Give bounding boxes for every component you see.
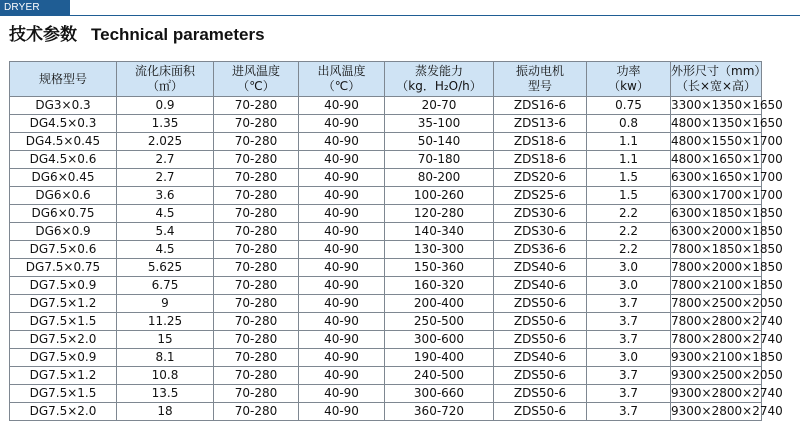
- cell-bed-area: 4.5: [117, 241, 214, 259]
- cell-inlet-temp: 70-280: [214, 385, 299, 403]
- table-row: [10, 403, 762, 421]
- table-row: [10, 313, 762, 331]
- cell-inlet-temp: 70-280: [214, 241, 299, 259]
- cell-evaporation: 20-70: [385, 97, 494, 115]
- cell-dimensions: 9300×2500×2050: [671, 367, 762, 385]
- cell-power: 0.75: [587, 97, 671, 115]
- cell-bed-area: 6.75: [117, 277, 214, 295]
- table-row: [10, 187, 762, 205]
- cell-outlet-temp: 40-90: [299, 367, 385, 385]
- cell-inlet-temp: 70-280: [214, 115, 299, 133]
- page-title: [9, 20, 265, 44]
- cell-outlet-temp: 40-90: [299, 277, 385, 295]
- cell-outlet-temp: 40-90: [299, 349, 385, 367]
- table-row: [10, 331, 762, 349]
- table-row: [10, 205, 762, 223]
- cell-model: DG7.5×1.5: [10, 385, 117, 403]
- cell-outlet-temp: 40-90: [299, 151, 385, 169]
- cell-outlet-temp: 40-90: [299, 403, 385, 421]
- table-row: [10, 295, 762, 313]
- title-en: Technical parameters: [91, 25, 265, 44]
- cell-motor: ZDS13-6: [494, 115, 587, 133]
- cell-power: 2.2: [587, 241, 671, 259]
- cell-model: DG4.5×0.45: [10, 133, 117, 151]
- cell-outlet-temp: 40-90: [299, 241, 385, 259]
- cell-model: DG3×0.3: [10, 97, 117, 115]
- cell-dimensions: 4800×1350×1650: [671, 115, 762, 133]
- cell-power: 2.2: [587, 205, 671, 223]
- cell-motor: ZDS20-6: [494, 169, 587, 187]
- cell-outlet-temp: 40-90: [299, 295, 385, 313]
- cell-bed-area: 11.25: [117, 313, 214, 331]
- cell-dimensions: 7800×2800×2740: [671, 331, 762, 349]
- col-header-bed-area: 流化床面积 （㎡）: [117, 62, 214, 97]
- cell-motor: ZDS40-6: [494, 259, 587, 277]
- cell-outlet-temp: 40-90: [299, 259, 385, 277]
- cell-evaporation: 100-260: [385, 187, 494, 205]
- cell-bed-area: 10.8: [117, 367, 214, 385]
- cell-bed-area: 15: [117, 331, 214, 349]
- cell-motor: ZDS30-6: [494, 223, 587, 241]
- cell-power: 3.0: [587, 259, 671, 277]
- cell-motor: ZDS50-6: [494, 295, 587, 313]
- cell-inlet-temp: 70-280: [214, 151, 299, 169]
- col-header-motor: 振动电机 型号: [494, 62, 587, 97]
- cell-power: 3.0: [587, 277, 671, 295]
- table-row: [10, 97, 762, 115]
- table-row: [10, 151, 762, 169]
- cell-motor: ZDS50-6: [494, 367, 587, 385]
- cell-inlet-temp: 70-280: [214, 223, 299, 241]
- cell-outlet-temp: 40-90: [299, 313, 385, 331]
- cell-motor: ZDS50-6: [494, 331, 587, 349]
- cell-inlet-temp: 70-280: [214, 277, 299, 295]
- cell-model: DG7.5×1.5: [10, 313, 117, 331]
- cell-evaporation: 80-200: [385, 169, 494, 187]
- cell-outlet-temp: 40-90: [299, 385, 385, 403]
- cell-bed-area: 4.5: [117, 205, 214, 223]
- cell-evaporation: 160-320: [385, 277, 494, 295]
- cell-motor: ZDS30-6: [494, 205, 587, 223]
- cell-dimensions: 6300×1650×1700: [671, 169, 762, 187]
- cell-dimensions: 4800×1550×1700: [671, 133, 762, 151]
- cell-dimensions: 6300×1700×1700: [671, 187, 762, 205]
- cell-bed-area: 2.7: [117, 151, 214, 169]
- cell-inlet-temp: 70-280: [214, 169, 299, 187]
- cell-outlet-temp: 40-90: [299, 223, 385, 241]
- cell-outlet-temp: 40-90: [299, 331, 385, 349]
- cell-inlet-temp: 70-280: [214, 97, 299, 115]
- cell-outlet-temp: 40-90: [299, 133, 385, 151]
- cell-power: 1.1: [587, 133, 671, 151]
- cell-bed-area: 2.7: [117, 169, 214, 187]
- cell-outlet-temp: 40-90: [299, 205, 385, 223]
- cell-dimensions: 7800×2500×2050: [671, 295, 762, 313]
- col-header-power: 功率 （kw）: [587, 62, 671, 97]
- cell-evaporation: 360-720: [385, 403, 494, 421]
- cell-power: 3.7: [587, 295, 671, 313]
- cell-dimensions: 6300×2000×1850: [671, 223, 762, 241]
- cell-outlet-temp: 40-90: [299, 97, 385, 115]
- cell-dimensions: 3300×1350×1650: [671, 97, 762, 115]
- cell-motor: ZDS25-6: [494, 187, 587, 205]
- cell-evaporation: 300-660: [385, 385, 494, 403]
- cell-bed-area: 5.625: [117, 259, 214, 277]
- cell-dimensions: 9300×2100×1850: [671, 349, 762, 367]
- cell-power: 3.7: [587, 367, 671, 385]
- title-zh: 技术参数: [9, 25, 77, 45]
- cell-evaporation: 140-340: [385, 223, 494, 241]
- table-body: [10, 97, 783, 421]
- cell-bed-area: 2.025: [117, 133, 214, 151]
- cell-model: DG7.5×1.2: [10, 295, 117, 313]
- cell-model: DG4.5×0.6: [10, 151, 117, 169]
- cell-dimensions: 6300×1850×1850: [671, 205, 762, 223]
- cell-power: 1.1: [587, 151, 671, 169]
- cell-evaporation: 150-360: [385, 259, 494, 277]
- table-row: [10, 277, 762, 295]
- cell-bed-area: 5.4: [117, 223, 214, 241]
- cell-model: DG4.5×0.3: [10, 115, 117, 133]
- cell-inlet-temp: 70-280: [214, 205, 299, 223]
- table-row: [10, 169, 762, 187]
- table-row: [10, 241, 762, 259]
- cell-dimensions: 7800×2100×1850: [671, 277, 762, 295]
- table-row: [10, 133, 762, 151]
- cell-evaporation: 250-500: [385, 313, 494, 331]
- cell-bed-area: 3.6: [117, 187, 214, 205]
- cell-model: DG6×0.9: [10, 223, 117, 241]
- cell-bed-area: 0.9: [117, 97, 214, 115]
- cell-motor: ZDS50-6: [494, 385, 587, 403]
- cell-model: DG7.5×2.0: [10, 331, 117, 349]
- cell-power: 3.7: [587, 331, 671, 349]
- cell-power: 3.7: [587, 313, 671, 331]
- cell-model: DG6×0.6: [10, 187, 117, 205]
- cell-evaporation: 190-400: [385, 349, 494, 367]
- cell-outlet-temp: 40-90: [299, 169, 385, 187]
- cell-model: DG6×0.75: [10, 205, 117, 223]
- cell-motor: ZDS18-6: [494, 133, 587, 151]
- cell-motor: ZDS18-6: [494, 151, 587, 169]
- col-header-outlet-temp: 出风温度 （℃）: [299, 62, 385, 97]
- parameters-table: [9, 61, 783, 421]
- table-row: [10, 385, 762, 403]
- cell-bed-area: 8.1: [117, 349, 214, 367]
- cell-bed-area: 9: [117, 295, 214, 313]
- cell-dimensions: 9300×2800×2740: [671, 403, 762, 421]
- cell-model: DG6×0.45: [10, 169, 117, 187]
- cell-model: DG7.5×2.0: [10, 403, 117, 421]
- col-header-inlet-temp: 进风温度 （℃）: [214, 62, 299, 97]
- cell-motor: ZDS50-6: [494, 313, 587, 331]
- cell-evaporation: 70-180: [385, 151, 494, 169]
- cell-inlet-temp: 70-280: [214, 259, 299, 277]
- col-header-model: 规格型号: [10, 62, 117, 97]
- cell-power: 3.7: [587, 385, 671, 403]
- cell-inlet-temp: 70-280: [214, 331, 299, 349]
- cell-dimensions: 7800×2000×1850: [671, 259, 762, 277]
- cell-inlet-temp: 70-280: [214, 403, 299, 421]
- cell-model: DG7.5×1.2: [10, 367, 117, 385]
- col-header-dimensions: 外形尺寸（mm） （长×宽×高）: [671, 62, 762, 97]
- cell-motor: ZDS36-6: [494, 241, 587, 259]
- brand-rule: [0, 15, 800, 16]
- cell-outlet-temp: 40-90: [299, 187, 385, 205]
- cell-evaporation: 50-140: [385, 133, 494, 151]
- cell-bed-area: 18: [117, 403, 214, 421]
- cell-evaporation: 35-100: [385, 115, 494, 133]
- table-header-row: [10, 62, 762, 97]
- cell-power: 1.5: [587, 169, 671, 187]
- cell-model: DG7.5×0.75: [10, 259, 117, 277]
- table-row: [10, 349, 762, 367]
- brand-tab: DRYER: [0, 0, 70, 15]
- cell-inlet-temp: 70-280: [214, 349, 299, 367]
- cell-power: 1.5: [587, 187, 671, 205]
- cell-motor: ZDS40-6: [494, 349, 587, 367]
- cell-dimensions: 7800×1850×1850: [671, 241, 762, 259]
- cell-model: DG7.5×0.9: [10, 349, 117, 367]
- cell-power: 3.0: [587, 349, 671, 367]
- cell-inlet-temp: 70-280: [214, 133, 299, 151]
- cell-power: 3.7: [587, 403, 671, 421]
- cell-evaporation: 120-280: [385, 205, 494, 223]
- cell-dimensions: 9300×2800×2740: [671, 385, 762, 403]
- table-row: [10, 223, 762, 241]
- cell-model: DG7.5×0.6: [10, 241, 117, 259]
- cell-dimensions: 7800×2800×2740: [671, 313, 762, 331]
- cell-evaporation: 240-500: [385, 367, 494, 385]
- table-row: [10, 367, 762, 385]
- cell-dimensions: 4800×1650×1700: [671, 151, 762, 169]
- cell-power: 2.2: [587, 223, 671, 241]
- cell-evaporation: 130-300: [385, 241, 494, 259]
- cell-bed-area: 1.35: [117, 115, 214, 133]
- cell-bed-area: 13.5: [117, 385, 214, 403]
- table-row: [10, 259, 762, 277]
- cell-outlet-temp: 40-90: [299, 115, 385, 133]
- cell-inlet-temp: 70-280: [214, 295, 299, 313]
- cell-motor: ZDS50-6: [494, 403, 587, 421]
- cell-inlet-temp: 70-280: [214, 187, 299, 205]
- cell-motor: ZDS40-6: [494, 277, 587, 295]
- cell-evaporation: 300-600: [385, 331, 494, 349]
- cell-inlet-temp: 70-280: [214, 367, 299, 385]
- cell-inlet-temp: 70-280: [214, 313, 299, 331]
- cell-motor: ZDS16-6: [494, 97, 587, 115]
- col-header-evaporation: 蒸发能力 （kg．H₂O/h）: [385, 62, 494, 97]
- cell-power: 0.8: [587, 115, 671, 133]
- cell-evaporation: 200-400: [385, 295, 494, 313]
- cell-model: DG7.5×0.9: [10, 277, 117, 295]
- table-row: [10, 115, 762, 133]
